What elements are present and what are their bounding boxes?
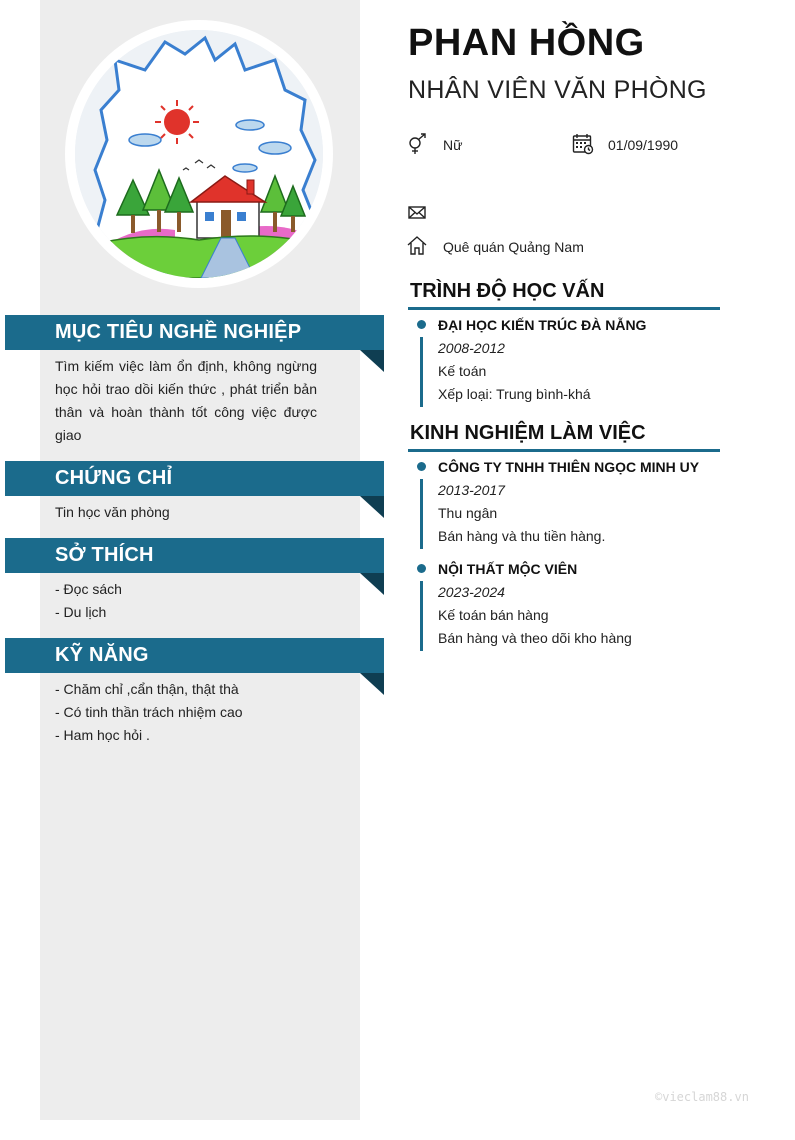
skills-list <box>55 678 317 747</box>
candidate-role: NHÂN VIÊN VĂN PHÒNG <box>408 76 707 104</box>
experience-company: NỘI THẤT MỘC VIÊN <box>438 561 578 577</box>
experience-position: Kế toán bán hàng <box>438 607 549 623</box>
certificate-item: Tin học văn phòng <box>55 504 170 520</box>
experience-header <box>410 422 720 445</box>
home-icon <box>407 235 429 257</box>
hobbies-title: SỞ THÍCH <box>55 544 154 566</box>
gender-icon <box>407 133 429 155</box>
timeline-dot <box>417 320 426 329</box>
avatar-drawing <box>75 30 323 278</box>
hobbies-ribbon-fold <box>360 573 384 595</box>
experience-divider <box>408 449 720 452</box>
experience-description: Bán hàng và thu tiền hàng. <box>438 528 606 544</box>
education-title: TRÌNH ĐỘ HỌC VẤN <box>410 280 605 302</box>
hometown-value: Quê quán Quảng Nam <box>443 239 584 255</box>
experience-description: Bán hàng và theo dõi kho hàng <box>438 630 632 646</box>
experience-position: Thu ngân <box>438 505 498 521</box>
avatar <box>75 30 323 278</box>
education-header <box>410 280 720 303</box>
education-divider <box>408 307 720 310</box>
education-major: Kế toán <box>438 363 487 379</box>
experience-period: 2023-2024 <box>438 584 505 600</box>
experience-company: CÔNG TY TNHH THIÊN NGỌC MINH UY <box>438 459 700 475</box>
certificates-ribbon-fold <box>360 496 384 518</box>
skill-item: - Chăm chỉ ,cẩn thận, thật thà <box>55 681 239 697</box>
objective-text: Tìm kiếm việc làm ổn định, không ngừng học hỏi trao dồi kiến thức , phát triển bản thân và hoàn thành tốt công việc được giao <box>55 358 317 443</box>
envelope-icon <box>407 203 429 225</box>
certificates-title: CHỨNG CHỈ <box>55 467 173 489</box>
hobby-item: - Đọc sách <box>55 581 122 597</box>
skills-header <box>5 638 384 673</box>
calendar-icon <box>572 133 594 155</box>
gender-value: Nữ <box>443 137 463 153</box>
timeline-line <box>420 479 423 549</box>
skills-ribbon-fold <box>360 673 384 695</box>
timeline-line <box>420 337 423 407</box>
timeline-dot <box>417 564 426 573</box>
birthdate-value: 01/09/1990 <box>608 137 679 153</box>
skills-title: KỸ NĂNG <box>55 644 149 666</box>
skill-item: - Ham học hỏi . <box>55 727 150 743</box>
hobbies-list <box>55 578 317 624</box>
education-grade: Xếp loại: Trung bình-khá <box>438 386 591 402</box>
objective-title: MỤC TIÊU NGHỀ NGHIỆP <box>55 321 302 343</box>
objective-header <box>5 315 384 350</box>
education-period: 2008-2012 <box>438 340 505 356</box>
timeline-line <box>420 581 423 651</box>
watermark: ©vieclam88.vn <box>655 1090 749 1104</box>
experience-title: KINH NGHIỆM LÀM VIỆC <box>410 422 646 444</box>
hobby-item: - Du lịch <box>55 604 107 620</box>
objective-ribbon-fold <box>360 350 384 372</box>
certificates-list <box>55 501 317 524</box>
hobbies-header <box>5 538 384 573</box>
timeline-dot <box>417 462 426 471</box>
education-school: ĐẠI HỌC KIẾN TRÚC ĐÀ NẴNG <box>438 317 647 333</box>
candidate-name: PHAN HỒNG <box>408 22 645 64</box>
avatar-frame <box>65 20 333 288</box>
certificates-header <box>5 461 384 496</box>
experience-period: 2013-2017 <box>438 482 505 498</box>
skill-item: - Có tinh thần trách nhiệm cao <box>55 704 243 720</box>
